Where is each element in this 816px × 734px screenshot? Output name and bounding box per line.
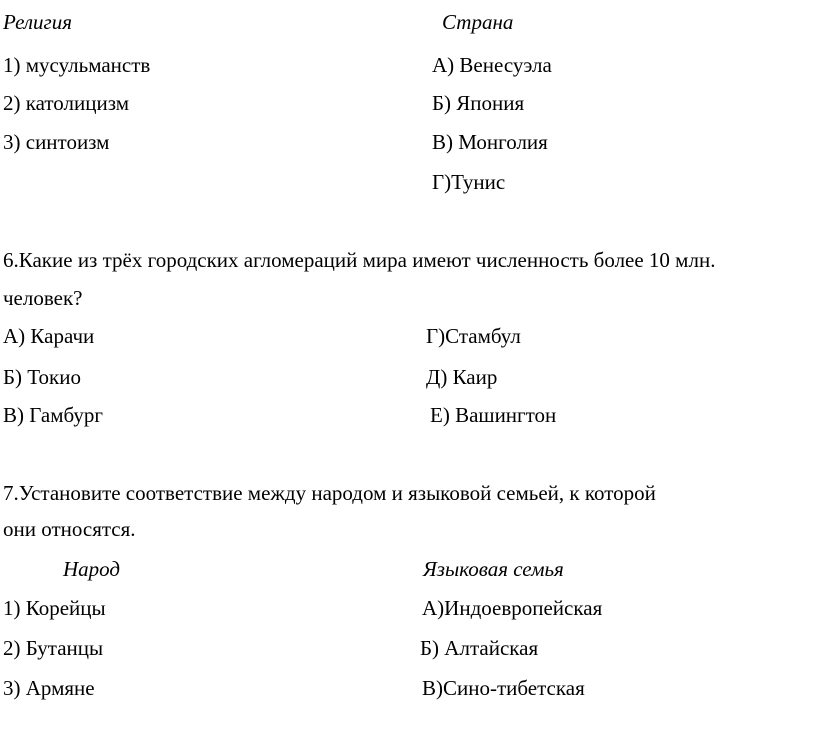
task6-option-a: А) Карачи	[3, 324, 95, 348]
task6-option-v: В) Гамбург	[3, 403, 103, 427]
language-item-v: В)Сино-тибетская	[422, 676, 585, 700]
people-header: Народ	[63, 557, 121, 581]
country-item-g: Г)Тунис	[432, 170, 506, 194]
country-item-b: Б) Япония	[432, 91, 525, 115]
religion-item-1: 1) мусульманств	[3, 53, 151, 77]
language-family-header: Языковая семья	[423, 557, 564, 581]
religion-item-2: 2) католицизм	[3, 91, 130, 115]
task7-question-line1: 7.Установите соответствие между народом и языковой семьей, к которой	[3, 481, 656, 505]
country-header: Страна	[442, 10, 514, 34]
task6-question-line1: 6.Какие из трёх городских агломераций мира имеют численность более 10 млн.	[3, 248, 716, 272]
task6-option-b: Б) Токио	[3, 365, 81, 389]
task6-option-g: Г)Стамбул	[426, 324, 521, 348]
task7-question-line2: они относятся.	[3, 517, 136, 541]
religion-item-3: 3) синтоизм	[3, 130, 110, 154]
language-item-a: А)Индоевропейская	[422, 596, 603, 620]
country-item-v: В) Монголия	[432, 130, 548, 154]
religion-header: Религия	[3, 10, 72, 34]
people-item-3: 3) Армяне	[3, 676, 95, 700]
task6-option-e: Е) Вашингтон	[430, 403, 557, 427]
people-item-1: 1) Корейцы	[3, 596, 106, 620]
country-item-a: А) Венесуэла	[432, 53, 552, 77]
task6-option-d: Д) Каир	[426, 365, 498, 389]
people-item-2: 2) Бутанцы	[3, 636, 104, 660]
language-item-b: Б) Алтайская	[420, 636, 539, 660]
task6-question-line2: человек?	[3, 286, 83, 310]
